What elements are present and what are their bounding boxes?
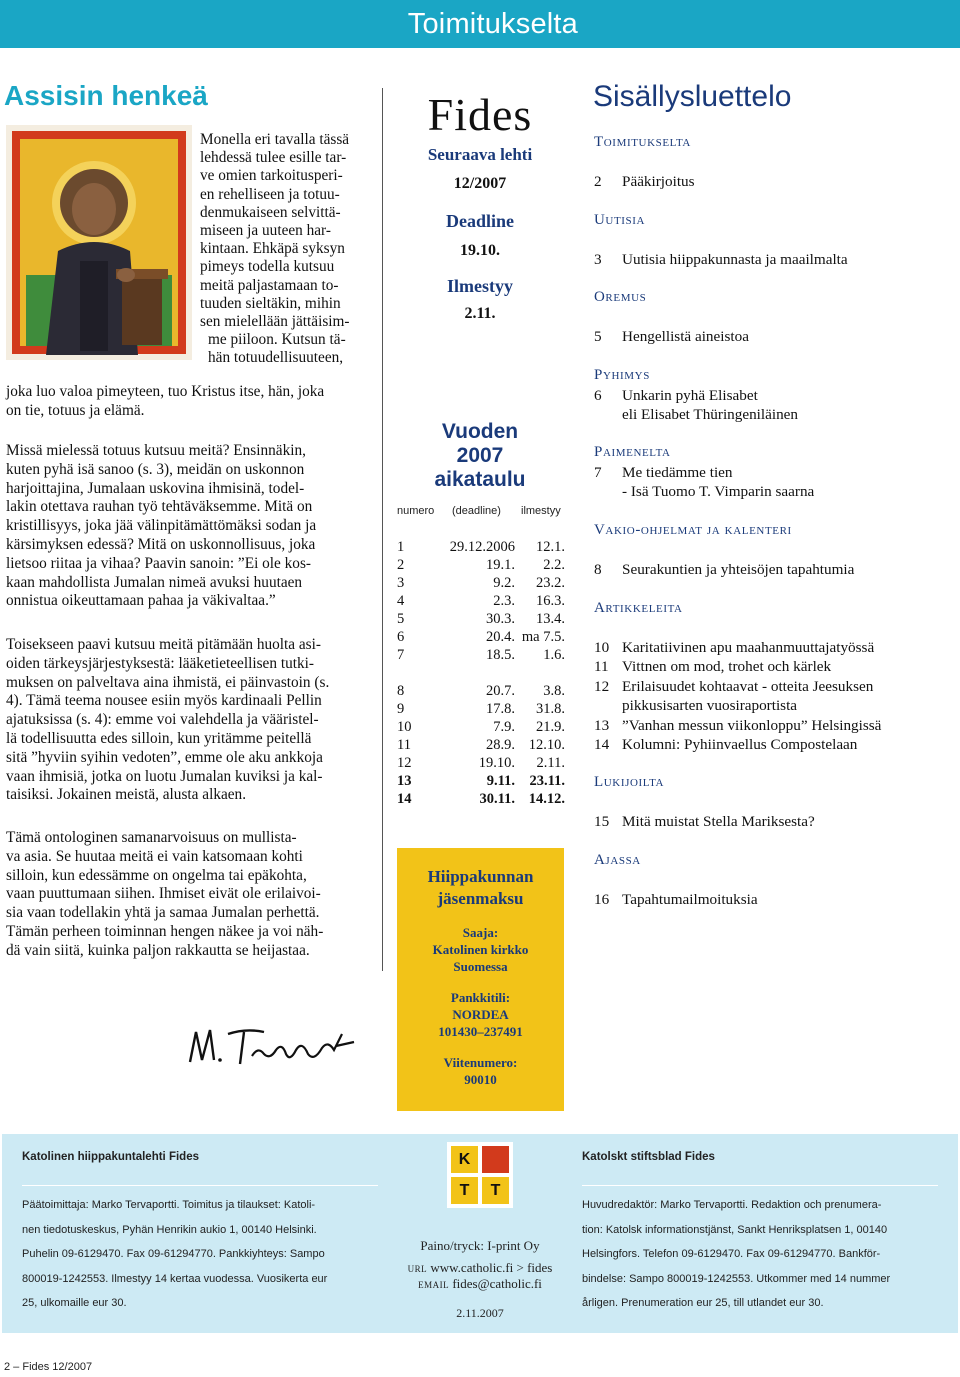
recipient-line: Katolinen kirkko <box>432 942 529 957</box>
toc-entry[interactable] <box>594 405 798 424</box>
toc-entry[interactable] <box>594 463 733 482</box>
schedule-publish: ma 7.5. <box>521 629 565 645</box>
schedule-row <box>397 736 567 754</box>
text-line: dä vain siitä, kuinka paljon rakkautta se heijastaa. <box>6 941 310 959</box>
toc-entry-title: Karitatiivinen apu maahanmuuttajatyössä <box>622 639 875 656</box>
text-line: oiden tärkeysjärjestyksestä: lääketieteellisen tutki- <box>6 654 314 672</box>
toc-entry[interactable] <box>594 327 749 346</box>
toc-entry-title: Kolumni: Pyhiinvaellus Compostelaan <box>622 736 858 753</box>
schedule-publish: 31.8. <box>536 701 565 717</box>
text-line: harjoittajina, Jumalaan uskovina ihmisinä, todel- <box>6 479 305 497</box>
toc-entry[interactable] <box>594 696 797 715</box>
article-title: Assisin henkeä <box>4 80 208 111</box>
schedule-publish: 21.9. <box>536 719 565 735</box>
toc-entry-title: pikkusisarten vuosiraportista <box>622 697 798 714</box>
schedule-row <box>397 772 567 790</box>
schedule-publish: 2.11. <box>536 755 565 771</box>
paragraph-4 <box>6 829 370 961</box>
paragraph-3 <box>6 636 370 805</box>
footer-line: 25, ulkomaille eur 30. <box>22 1297 127 1309</box>
schedule-row <box>397 592 567 610</box>
text-line: kristillisyys, joka jää välinpitämättömäksi sodan ja <box>6 517 317 535</box>
schedule-title-line: aikataulu <box>434 468 526 491</box>
section-title: Toimitukselta <box>407 8 578 40</box>
saint-icon-image <box>6 125 192 360</box>
text-line: lä todellisuutta edes silloin, kun yritämme peitellä <box>6 729 312 747</box>
schedule-deadline: 19.10. <box>478 755 515 771</box>
logo-letter: T <box>451 1177 478 1204</box>
schedule-row <box>397 754 567 772</box>
schedule-row <box>397 718 567 736</box>
schedule-title-line: 2007 <box>456 444 504 467</box>
toc-entry[interactable] <box>594 677 873 696</box>
text-line: kuten pyhä isä sanoo (s. 3), meidän on uskonnon <box>6 460 305 478</box>
text-line: taisiksi. Jokainen meistä, alusta alkaen. <box>6 786 247 804</box>
text-line: me piiloon. Kutsun tä- <box>208 331 346 349</box>
toc-entry-title: eli Elisabet Thüringeniläinen <box>622 406 799 423</box>
schedule-row <box>397 538 567 556</box>
schedule-number: 7 <box>397 647 405 663</box>
toc-page-number: 8 <box>594 561 602 578</box>
intro-paragraph <box>200 131 370 368</box>
toc-entry[interactable] <box>594 735 857 754</box>
toc-page-number: 10 <box>594 639 610 656</box>
schedule-row <box>397 610 567 628</box>
toc-entry-title: Me tiedämme tien <box>622 464 733 481</box>
kt-logo <box>447 1142 513 1208</box>
toc-page-number: 11 <box>594 658 609 675</box>
footer-line: Puhelin 09-6129470. Fax 09-61294770. Pankkiyhteys: Sampo <box>22 1248 325 1260</box>
toc-entry[interactable] <box>594 890 758 909</box>
membership-box <box>397 848 564 1111</box>
footer-line: bindelse: Sampo 800019-1242553. Utkommer med 14 nummer <box>582 1272 891 1285</box>
toc-entry[interactable] <box>594 482 814 501</box>
text-line: meitä paljastamaan to- <box>200 276 339 294</box>
schedule-publish: 14.12. <box>528 791 565 807</box>
schedule-deadline: 19.1. <box>486 557 515 573</box>
text-line: muksen on palveltava aina ihmistä, ei päinvastoin (s. <box>6 673 330 691</box>
toc-section-heading: Artikkeleita <box>594 600 683 616</box>
schedule-publish: 16.3. <box>536 593 565 609</box>
intro-paragraph-end <box>6 383 370 421</box>
text-line: sia vaan todellakin yhtä ja samaa Jumalan perhettä. <box>6 904 320 922</box>
footer-rule <box>22 1185 378 1186</box>
toc-page-number: 16 <box>594 891 610 908</box>
signature <box>186 1020 366 1070</box>
text-line: Missä mielessä totuus kutsuu meitä? Ensinnäkin, <box>6 442 306 459</box>
toc-entry-title: Uutisia hiippakunnasta ja maailmalta <box>622 251 848 268</box>
bank-label: Pankkitili: <box>450 990 511 1005</box>
schedule-deadline: 17.8. <box>486 701 515 717</box>
schedule-deadline: 29.12.2006 <box>449 539 515 555</box>
col-header-deadline: (deadline) <box>452 505 501 517</box>
reference <box>397 1054 564 1088</box>
text-line: hän totuudellisuuteen, <box>208 349 344 367</box>
schedule-publish: 12.10. <box>528 737 565 753</box>
reference-number: 90010 <box>464 1072 497 1087</box>
schedule-number: 1 <box>397 539 405 555</box>
toc-entry-title: - Isä Tuomo T. Vimparin saarna <box>622 483 815 500</box>
schedule-publish: 23.11. <box>529 773 565 789</box>
text-line: lehdessä tulee esille tar- <box>200 149 347 167</box>
toc-section-heading: Paimenelta <box>594 444 671 460</box>
schedule-publish: 1.6. <box>543 647 565 663</box>
toc-entry[interactable] <box>594 716 881 735</box>
footer-line: tion: Katolsk informationstjänst, Sankt Henriksplatsen 1, 00140 <box>582 1223 888 1236</box>
deadline-date: 19.10. <box>460 242 500 259</box>
col-header-ilmestyy: ilmestyy <box>521 505 561 517</box>
schedule-number: 5 <box>397 611 405 627</box>
toc-entry-title: Pääkirjoitus <box>622 173 695 190</box>
footer-date: 2.11.2007 <box>456 1306 504 1320</box>
schedule-deadline: 30.11. <box>479 791 515 807</box>
email-label: email <box>418 1276 450 1291</box>
schedule-row <box>397 700 567 718</box>
toc-page-number: 5 <box>594 328 602 345</box>
schedule-number: 6 <box>397 629 405 645</box>
text-line: kärsimyksen edessä? Mitä on uskonnollisuus, joka <box>6 535 316 553</box>
schedule-title-line: Vuoden <box>441 420 519 443</box>
footer-line: nen tiedotuskeskus, Pyhän Henrikin aukio 1, 00140 Helsinki. <box>22 1223 317 1236</box>
toc-entry-title: Unkarin pyhä Elisabet <box>622 387 758 404</box>
text-line: lakin otettava rauhan työ tehtäväksemme. Mitä on <box>6 498 313 516</box>
footer-rule <box>582 1185 938 1186</box>
text-line: sen mielellään jättäisim- <box>200 313 350 331</box>
toc-section-heading: Ajassa <box>594 852 641 868</box>
toc-section-heading: Oremus <box>594 289 647 305</box>
text-line: sitä ”hyviin syihin vedoten”, emme ole aku ankkoja <box>6 748 323 766</box>
col-header-numero: numero <box>397 505 435 517</box>
schedule-deadline: 28.9. <box>486 737 515 753</box>
schedule-number: 13 <box>397 773 412 789</box>
recipient <box>397 924 564 975</box>
bank-account-number: 101430–237491 <box>438 1024 523 1039</box>
footer-line: Helsingfors. Telefon 09-6129470. Fax 09-61294770. Bankför- <box>582 1248 881 1260</box>
footer-line: Huvudredaktör: Marko Tervaportti. Redaktion och prenumera- <box>582 1199 882 1211</box>
toc-entry[interactable] <box>594 250 848 269</box>
schedule-deadline: 2.3. <box>493 593 515 609</box>
publish-label: Ilmestyy <box>447 276 513 296</box>
schedule-publish: 2.2. <box>543 557 565 573</box>
schedule-deadline: 18.5. <box>486 647 515 663</box>
schedule-number: 14 <box>397 791 412 807</box>
toc-page-number: 3 <box>594 251 602 268</box>
schedule-number: 12 <box>397 755 412 771</box>
footer-line: Päätoimittaja: Marko Tervaportti. Toimitus ja tilaukset: Katoli- <box>22 1199 316 1211</box>
text-line: kintaan. Ehkäpä syksyn <box>200 240 345 258</box>
schedule-deadline: 9.2. <box>493 575 515 591</box>
paragraph-2 <box>6 442 370 611</box>
schedule-number: 11 <box>397 737 411 753</box>
toc-entry-title: Tapahtumailmoituksia <box>622 891 758 908</box>
schedule-deadline: 20.4. <box>486 629 515 645</box>
toc-section-heading: Uutisia <box>594 212 646 228</box>
schedule-row <box>397 790 567 808</box>
recipient-label: Saaja: <box>462 925 499 940</box>
footer-center <box>392 1238 568 1321</box>
next-issue-number: 12/2007 <box>453 175 507 192</box>
schedule-deadline: 30.3. <box>486 611 515 627</box>
text-line: onnistua oikeuttamaan pahaa ja väkivaltaa.” <box>6 592 276 610</box>
schedule-deadline: 20.7. <box>486 683 515 699</box>
bank-account <box>397 989 564 1040</box>
schedule-number: 2 <box>397 557 405 573</box>
schedule-title <box>390 420 570 492</box>
footer-right-title: Katolskt stiftsblad Fides <box>582 1151 715 1163</box>
url-label: url <box>407 1260 428 1275</box>
text-line: va asia. Se huutaa meitä ei vain katsomaan kohti <box>6 847 303 865</box>
publish-date: 2.11. <box>464 305 496 322</box>
schedule-row <box>397 574 567 592</box>
text-line: joka luo valoa pimeyteen, tuo Kristus itse, hän, joka <box>6 383 325 400</box>
toc-entry[interactable] <box>594 386 758 405</box>
footer-left-text <box>22 1193 382 1316</box>
deadline-label: Deadline <box>445 211 514 231</box>
toc-section-heading: Pyhimys <box>594 367 650 383</box>
membership-title <box>397 866 564 910</box>
text-line: vaan puuttumaan siihen. Ihmiset eivät ole erilaivoi- <box>6 885 321 903</box>
toc-section-heading: Toimitukselta <box>594 134 691 150</box>
text-line: Tämän perheen toiminnan hengen näkee ja voi näh- <box>6 922 324 940</box>
schedule-table <box>397 538 567 808</box>
schedule-publish: 3.8. <box>543 683 565 699</box>
schedule-deadline: 9.11. <box>486 773 515 789</box>
next-issue-label: Seuraava lehti <box>427 145 533 164</box>
text-line: on tie, totuus ja elämä. <box>6 401 145 419</box>
toc-title: Sisällysluettelo <box>593 80 792 113</box>
schedule-number: 8 <box>397 683 405 699</box>
schedule-number: 10 <box>397 719 412 735</box>
toc-entry[interactable] <box>594 638 874 657</box>
schedule-deadline: 7.9. <box>493 719 515 735</box>
schedule-number: 3 <box>397 575 405 591</box>
footer-line: årligen. Prenumeration eur 25, till utlandet eur 30. <box>582 1297 824 1309</box>
schedule-publish: 23.2. <box>536 575 565 591</box>
text-line: ajatuksissa (s. 4): emme voi valehdella ja vääristel- <box>6 711 319 729</box>
toc-page-number: 13 <box>594 717 610 734</box>
schedule-row <box>397 556 567 574</box>
schedule-number: 9 <box>397 701 405 717</box>
schedule-publish: 13.4. <box>536 611 565 627</box>
toc-entry-title: ”Vanhan messun viikonloppu” Helsingissä <box>622 717 882 734</box>
text-line: pimeys todella kutsuu <box>200 258 335 276</box>
schedule-number: 4 <box>397 593 405 609</box>
membership-title-line: jäsenmaksu <box>437 889 524 908</box>
column-divider <box>382 88 383 971</box>
text-line: 4). Tämä teema nousee esiin myös kardinaali Pellin <box>6 692 322 710</box>
toc-section-heading: Lukijoilta <box>594 774 665 790</box>
toc-entry-title: Vittnen om mod, trohet och kärlek <box>622 658 832 675</box>
logo-block <box>482 1146 509 1173</box>
text-line: miseen ja uuteen har- <box>200 222 331 240</box>
toc-entry[interactable] <box>594 560 854 579</box>
footer-left-title: Katolinen hiippakuntalehti Fides <box>22 1151 199 1163</box>
schedule-row <box>397 646 567 664</box>
text-line: silloin, kun edessämme on ongelma tai epäkohta, <box>6 866 307 884</box>
toc-entry-title: Mitä muistat Stella Mariksesta? <box>622 813 815 830</box>
toc-entry-title: Erilaisuudet kohtaavat - otteita Jeesuksen <box>622 678 874 695</box>
fides-info <box>390 88 570 323</box>
fides-title: Fides <box>427 89 533 140</box>
text-line: Tämä ontologinen samanarvoisuus on mullista- <box>6 829 297 846</box>
bank-name: NORDEA <box>452 1007 509 1022</box>
footer-line: 800019-1242553. Ilmestyy 14 kertaa vuodessa. Vuosikerta eur <box>22 1272 328 1285</box>
text-line: Monella eri tavalla tässä <box>200 131 350 148</box>
toc-page-number: 12 <box>594 678 610 695</box>
toc-page-number: 7 <box>594 464 602 481</box>
url-link[interactable]: www.catholic.fi > fides <box>430 1260 553 1275</box>
text-line: vaan ihmisiä, jotka on luotu Jumalan kuviksi ja kal- <box>6 767 323 785</box>
toc-entry[interactable] <box>594 657 831 676</box>
text-line: kaan mahdollista Jumalan nimeä avuksi huutaen <box>6 573 303 591</box>
toc-page-number: 6 <box>594 387 602 404</box>
toc-entry-title: Hengellistä aineistoa <box>622 328 749 345</box>
recipient-line: Suomessa <box>453 959 508 974</box>
membership-title-line: Hiippakunnan <box>427 867 534 886</box>
schedule-row <box>397 628 567 646</box>
logo-letter: K <box>451 1146 478 1173</box>
text-line: ve omien tarkoitusperi- <box>200 167 343 185</box>
text-line: tuuden sieltäkin, mihin <box>200 294 341 312</box>
toc-entry[interactable] <box>594 812 815 831</box>
email-link[interactable]: fides@catholic.fi <box>452 1276 542 1291</box>
toc-entry-title: Seurakuntien ja yhteisöjen tapahtumia <box>622 561 855 578</box>
footer-right-text <box>582 1193 952 1316</box>
toc-page-number: 14 <box>594 736 610 753</box>
toc-page-number: 15 <box>594 813 610 830</box>
text-line: en rehelliseen ja totuu- <box>200 185 340 203</box>
logo-letter: T <box>482 1177 509 1204</box>
page-number: 2 – Fides 12/2007 <box>4 1361 93 1373</box>
toc-page-number: 2 <box>594 173 602 190</box>
text-line: lietsoo riitaa ja vihaa? Paavin sanoin: ”Ei ole kos- <box>6 554 311 572</box>
text-line: denmukaiseen selvittä- <box>200 203 341 221</box>
schedule-row <box>397 682 567 700</box>
schedule-publish: 12.1. <box>536 539 565 555</box>
reference-label: Viitenumero: <box>443 1055 518 1070</box>
text-line: Toisekseen paavi kutsuu meitä pitämään huolta asi- <box>6 636 321 653</box>
toc-entry[interactable] <box>594 172 695 191</box>
printer: Paino/tryck: I-print Oy <box>420 1238 540 1253</box>
toc-section-heading: Vakio-ohjelmat ja kalenteri <box>594 522 792 538</box>
